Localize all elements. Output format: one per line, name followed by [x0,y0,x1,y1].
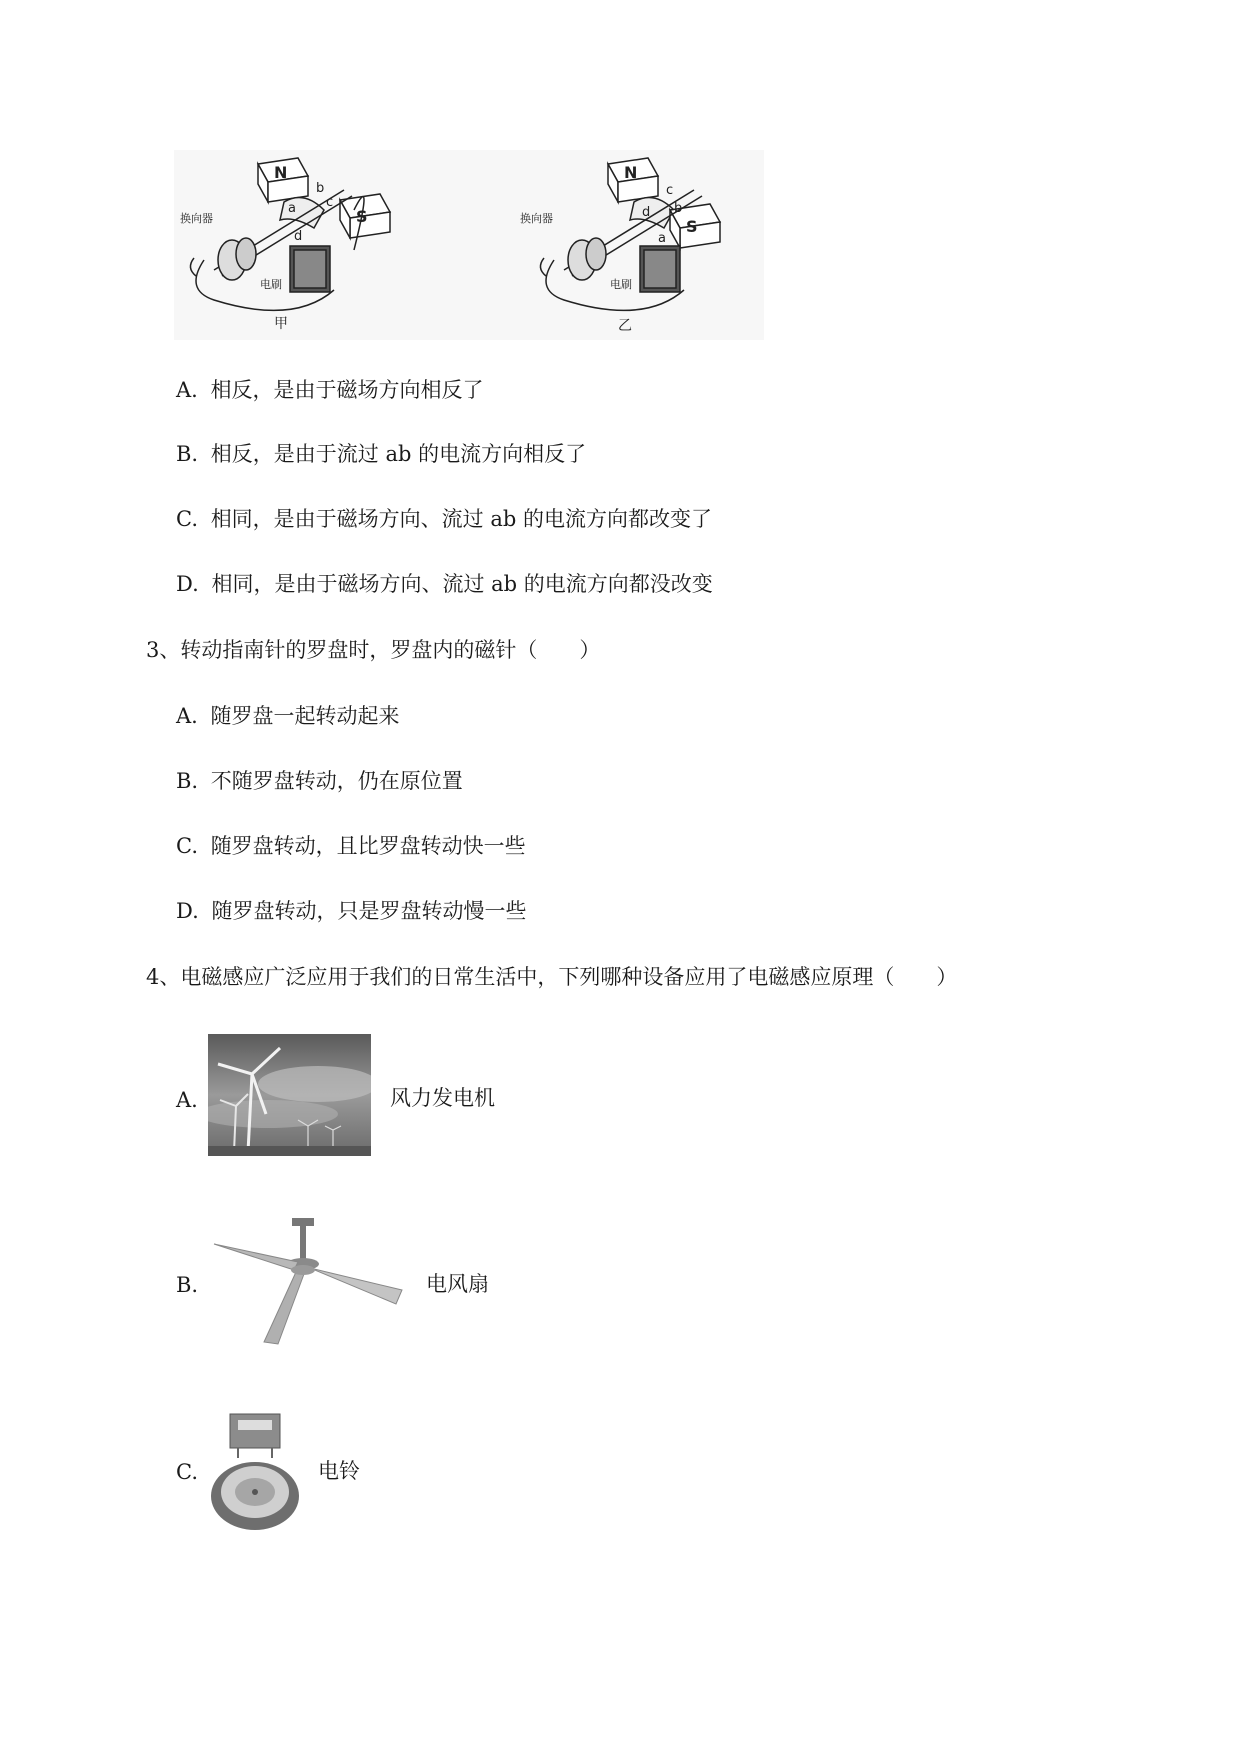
option-text: 随罗盘一起转动起来 [210,704,400,728]
yi-caption: 乙 [618,318,632,334]
yi-s: S [686,217,698,236]
jia-commutator: 换向器 [180,212,213,225]
option-letter: C. [176,507,198,531]
option-text: 不随罗盘转动，仍在原位置 [210,769,463,793]
q4-option-b-text: 电风扇 [426,1272,489,1296]
option-text: 随罗盘转动，只是罗盘转动慢一些 [211,899,527,923]
yi-c: c [666,183,674,198]
ceiling-fan-image [206,1218,406,1346]
motor-figure [174,150,764,340]
option-letter: A. [176,1088,198,1112]
q2-option-b[interactable] [176,440,586,468]
option-letter: D. [176,572,199,596]
option-text: 相同，是由于磁场方向、流过 ab 的电流方向都改变了 [210,507,712,531]
q2-option-a[interactable] [176,376,484,404]
jia-brush: 电刷 [260,278,282,291]
option-letter: D. [176,899,199,923]
jia-n: N [274,163,288,182]
q4-option-c[interactable] [176,1458,198,1486]
yi-a: a [658,231,666,246]
electric-bell-image [208,1406,302,1534]
option-letter: B. [176,1273,199,1297]
q2-option-c[interactable] [176,505,712,533]
option-text: 相同，是由于磁场方向、流过 ab 的电流方向都没改变 [211,572,713,596]
yi-n: N [624,163,638,182]
jia-caption: 甲 [274,316,288,332]
yi-b: b [674,201,683,216]
q4-option-b[interactable] [176,1271,198,1299]
q3-option-c[interactable] [176,832,526,860]
option-text: 相反，是由于流过 ab 的电流方向相反了 [210,442,587,466]
yi-d: d [642,205,651,220]
q4-option-a-text: 风力发电机 [390,1086,495,1110]
option-letter: B. [176,769,199,793]
option-letter: B. [176,442,199,466]
q3-option-d[interactable] [176,897,526,925]
yi-commutator: 换向器 [520,212,553,225]
wind-turbine-image [208,1034,371,1156]
option-letter: A. [176,378,198,402]
q4-option-a[interactable] [176,1086,198,1114]
option-letter: A. [176,704,198,728]
q3-option-a[interactable] [176,702,400,730]
jia-s: S [356,207,368,226]
jia-d: d [294,229,303,244]
yi-brush: 电刷 [610,278,632,291]
q4-stem: 4、电磁感应广泛应用于我们的日常生活中，下列哪种设备应用了电磁感应原理（ ） [146,965,958,989]
jia-c: c [326,195,334,210]
jia-b: b [316,181,325,196]
q3-option-b[interactable] [176,767,463,795]
q4-option-c-text: 电铃 [318,1459,360,1483]
q3-stem: 3、转动指南针的罗盘时，罗盘内的磁针（ ） [146,638,601,662]
option-letter: C. [176,834,198,858]
jia-a: a [288,201,296,216]
option-text: 随罗盘转动，且比罗盘转动快一些 [210,834,526,858]
option-letter: C. [176,1460,198,1484]
option-text: 相反，是由于磁场方向相反了 [210,378,484,402]
motor-diagram [174,150,764,340]
q2-option-d[interactable] [176,570,713,598]
